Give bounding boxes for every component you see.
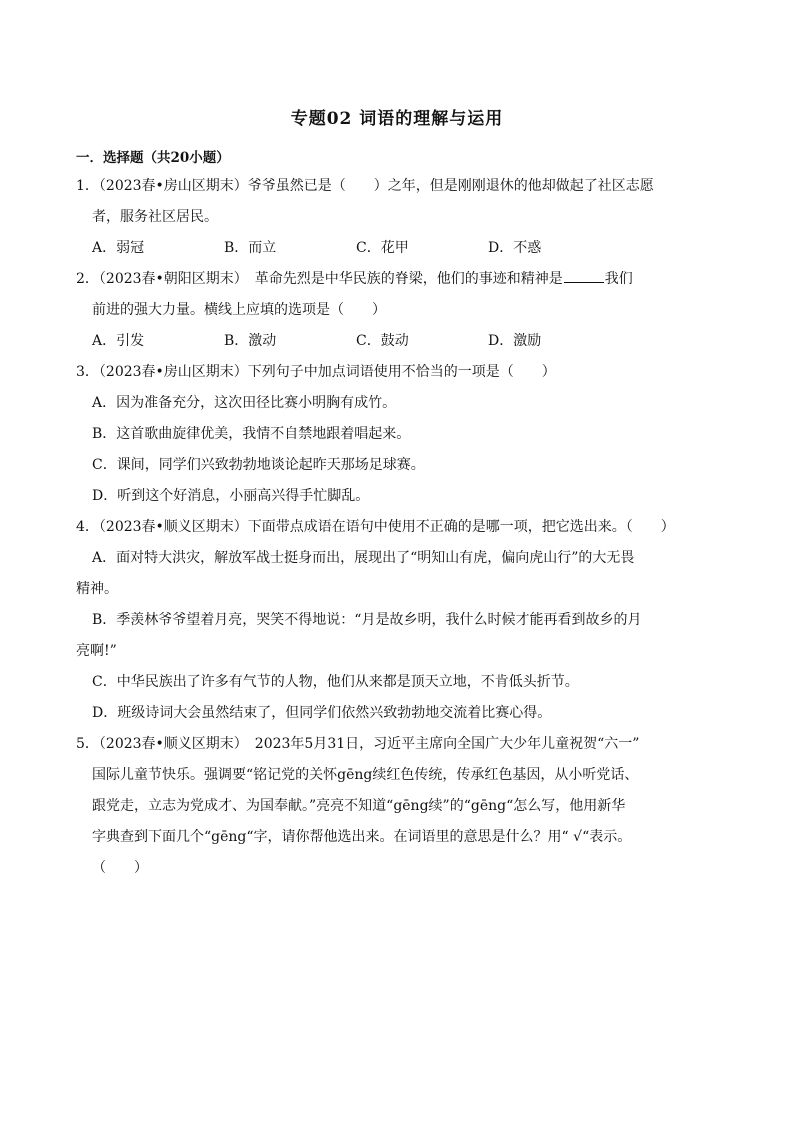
question-4-option-a-line-2: 精神。 [76,581,118,597]
question-2-option-d[interactable]: D．激励 [488,333,542,349]
question-2-stem-line-1 [76,264,736,295]
question-3 [76,357,736,512]
question-3-stem: 3．（2023春•房山区期末）下列句子中加点词语使用不恰当的一项是（ ） [76,364,556,380]
question-3-option-b[interactable]: B．这首歌曲旋律优美，我情不自禁地跟着唱起来。 [92,426,411,442]
fill-blank [564,268,604,283]
question-2-option-b[interactable]: B．激动 [224,333,277,349]
question-list [76,171,736,884]
question-4-option-b-line-1[interactable]: B．季羡林爷爷望着月亮，哭笑不得地说：“月是故乡明，我什么时候才能再看到故乡的月 [92,612,642,628]
question-5-answer-bracket: （ ） [92,860,148,876]
question-2 [76,264,736,357]
question-2-stem-part-2: 我们 [604,271,633,287]
question-2-stem-part-1: 2．（2023春•朝阳区期末） 革命先烈是中华民族的脊梁，他们的事迹和精神是 [76,271,563,287]
question-4 [76,512,736,729]
question-3-option-c[interactable]: C．课间，同学们兴致勃勃地谈论起昨天那场足球赛。 [92,457,425,473]
question-4-stem: 4．（2023春•顺义区期末）下面带点成语在语句中使用不正确的是哪一项，把它选出来。（ ） [76,519,675,535]
question-2-stem-line-2: 前进的强大力量。横线上应填的选项是（ ） [92,302,386,318]
section-heading: 一．选择题（共20小题） [76,150,230,166]
question-3-option-a[interactable]: A．因为准备充分，这次田径比赛小明胸有成竹。 [92,395,397,411]
question-1-stem-line-1: 1．（2023春•房山区期末）爷爷虽然已是（ ）之年，但是刚刚退休的他却做起了社区志愿 [76,178,654,194]
question-4-option-c[interactable]: C．中华民族出了许多有气节的人物，他们从来都是顶天立地，不肯低头折节。 [92,674,579,690]
question-1-option-c[interactable]: C．花甲 [356,240,409,256]
question-5-stem-line-2: 国际儿童节快乐。强调要“铭记党的关怀gēng续红色传统，传承红色基因，从小听党话、 [92,767,639,783]
page-title: 专题02 词语的理解与运用 [290,109,504,129]
question-1-option-d[interactable]: D．不惑 [488,240,542,256]
question-1-option-a[interactable]: A．弱冠 [92,240,145,256]
question-1 [76,171,736,264]
question-2-options [76,326,736,357]
question-2-option-c[interactable]: C．鼓动 [356,333,409,349]
question-5-stem-line-1: 5．（2023春•顺义区期末） 2023年5月31日，习近平主席向全国广大少年儿童祝贺“六一” [76,736,640,752]
question-3-option-d[interactable]: D．听到这个好消息，小丽高兴得手忙脚乱。 [92,488,370,504]
question-1-options [76,233,736,264]
question-5-stem-line-3: 跟党走，立志为党成才、为国奉献。”亮亮不知道“gēng续”的“gēng“怎么写，他用新华 [92,798,626,814]
question-1-option-b[interactable]: B．而立 [224,240,277,256]
question-2-option-a[interactable]: A．引发 [92,333,145,349]
question-5 [76,729,736,884]
question-4-option-b-line-2: 亮啊!” [76,643,117,659]
question-5-stem-line-4: 字典查到下面几个“gēng“字，请你帮他选出来。在词语里的意思是什么？用“ √“表示。 [92,829,632,845]
question-4-option-d[interactable]: D．班级诗词大会虽然结束了，但同学们依然兴致勃勃地交流着比赛心得。 [92,705,552,721]
question-1-stem-line-2: 者，服务社区居民。 [92,209,218,225]
question-4-option-a-line-1[interactable]: A．面对特大洪灾，解放军战士挺身而出，展现出了“明知山有虎，偏向虎山行”的大无畏 [92,550,635,566]
